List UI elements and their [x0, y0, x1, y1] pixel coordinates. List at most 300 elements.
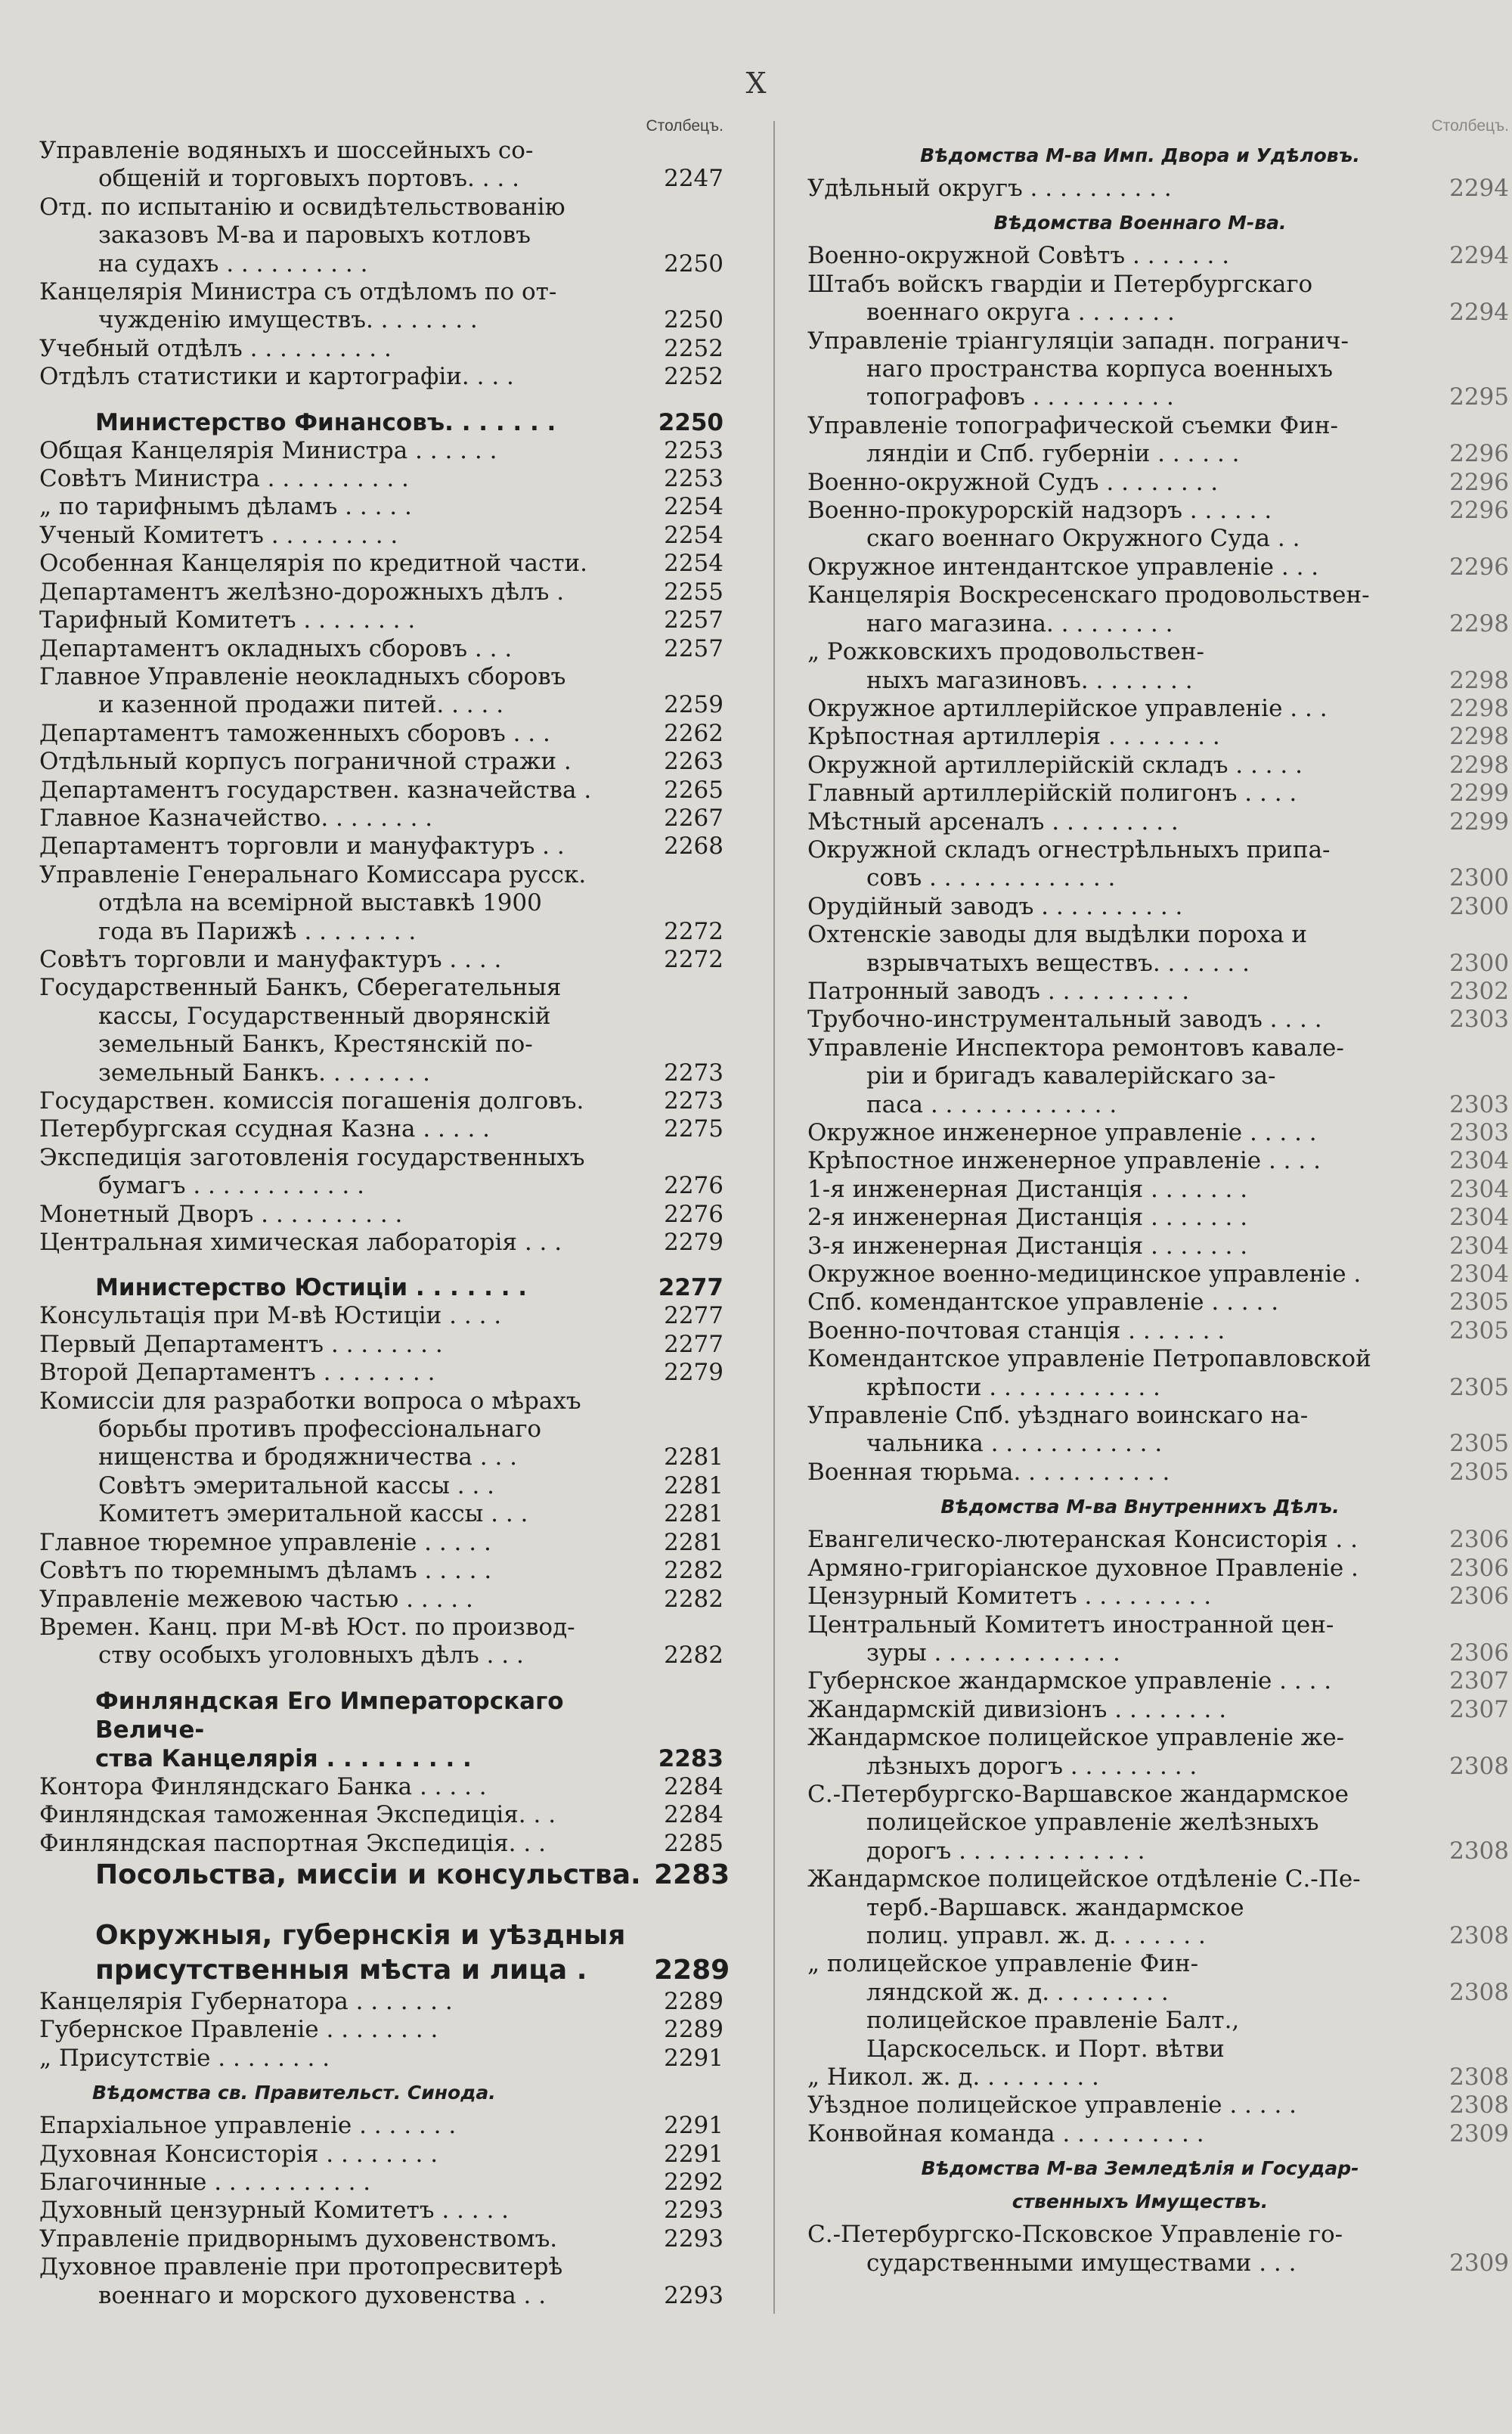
column-number: 2304: [1449, 1204, 1509, 1232]
index-entry: [39, 2197, 723, 2225]
index-entry: [39, 1557, 723, 1585]
entry-title: Министерство Юстиціи . . . . . . .: [95, 1274, 528, 1302]
column-number: 2300: [1449, 949, 1509, 977]
index-entry: [807, 1034, 1488, 1062]
entry-title: Окружное военно-медицинское управленіе .: [807, 1260, 1362, 1288]
section-heading: ственныхъ Имуществъ.: [1012, 2191, 1269, 2213]
column-number: 2293: [664, 2281, 723, 2309]
index-entry: [39, 1229, 723, 1257]
column-number: 2250: [664, 250, 723, 278]
index-entry: [39, 250, 723, 278]
entry-title: военнаго и морского духовенства . .: [98, 2281, 547, 2309]
column-number: 2306: [1449, 1554, 1509, 1582]
entry-title: Центральная химическая лабораторія . . .: [39, 1229, 562, 1257]
entry-title: зуры . . . . . . . . . . . . .: [866, 1639, 1120, 1667]
entry-title: Отдѣлъ статистики и картографіи. . . .: [39, 363, 514, 391]
column-number: 2277: [658, 1274, 723, 1302]
entry-title: чужденію имуществъ. . . . . . . .: [98, 306, 478, 334]
entry-title: земельный Банкъ. . . . . . . .: [98, 1059, 430, 1087]
index-entry: [39, 663, 723, 691]
entry-title: Департаментъ торговли и мануфактуръ . .: [39, 833, 565, 860]
column-number: 2307: [1449, 1667, 1509, 1695]
entry-title: наго пространства корпуса военныхъ: [866, 355, 1334, 383]
column-number: 2291: [664, 2044, 723, 2072]
entry-title: Департаментъ желѣзно-дорожныхъ дѣлъ .: [39, 578, 565, 606]
index-entry: [807, 1667, 1509, 1695]
entry-title: Управленіе тріангуляціи западн. погранич-: [807, 327, 1349, 355]
entry-title: года въ Парижѣ . . . . . . . .: [98, 917, 417, 945]
entry-title: Управленіе Спб. уѣзднаго воинскаго на-: [807, 1402, 1309, 1430]
entry-title: Военно-почтовая станція . . . . . . .: [807, 1316, 1225, 1344]
entry-title: Окружное интендантское управленіе . . .: [807, 553, 1319, 581]
heading-entry: [39, 1687, 723, 1744]
index-entry: [39, 1359, 723, 1387]
entry-title: Канцелярія Губернатора . . . . . . .: [39, 1987, 453, 2015]
entry-title: Центральный Комитетъ иностранной цен-: [807, 1611, 1334, 1639]
section-heading: Вѣдомства св. Правительст. Синода.: [92, 2082, 496, 2104]
entry-title: Управленіе Генеральнаго Комиссара русск.: [39, 860, 587, 888]
column-number: 2308: [1449, 2091, 1509, 2119]
index-entry: [39, 2225, 723, 2253]
index-entry: [39, 1443, 723, 1471]
index-entry: [39, 2169, 723, 2197]
entry-title: „ Присутствіе . . . . . . . .: [39, 2044, 330, 2072]
column-number: 2265: [664, 776, 723, 804]
entry-title: Отдѣльный корпусъ пограничной стражи .: [39, 748, 572, 776]
spacer: [39, 1893, 723, 1918]
column-number: 2284: [664, 1772, 723, 1800]
entry-title: Военно-прокурорскій надзоръ . . . . . .: [807, 497, 1272, 525]
index-entry: [807, 327, 1488, 355]
entry-title: полицейское правленіе Балт.,: [866, 2007, 1240, 2035]
column-number: 2257: [664, 606, 723, 634]
entry-title: Посольства, миссіи и консульства.: [95, 1859, 641, 1890]
column-number: 2295: [1449, 383, 1509, 411]
index-entry: [39, 1388, 723, 1415]
entry-title: „ по тарифнымъ дѣламъ . . . . .: [39, 493, 412, 521]
entry-title: Канцелярія Министра съ отдѣломъ по от-: [39, 278, 557, 306]
entry-title: Ученый Комитетъ . . . . . . . . .: [39, 521, 398, 549]
entry-title: Спб. комендантское управленіе . . . . .: [807, 1288, 1279, 1316]
entry-title: ству особыхъ уголовныхъ дѣлъ . . .: [98, 1642, 524, 1670]
entry-title: 1-я инженерная Дистанція . . . . . . .: [807, 1175, 1248, 1203]
index-entry: [807, 1458, 1509, 1487]
entry-title: С.-Петербургско-Псковское Управленіе го-: [807, 2221, 1343, 2249]
index-entry: [39, 2253, 723, 2281]
index-entry: [807, 949, 1509, 978]
page-number: X: [745, 67, 767, 100]
heading-entry: [39, 1744, 723, 1773]
column-header-label: Столбецъ.: [646, 117, 723, 135]
index-entry: [39, 2045, 723, 2073]
index-entry: [39, 1642, 723, 1670]
column-number: 2304: [1449, 1175, 1509, 1203]
column-number: 2259: [664, 691, 723, 719]
column-number: 2253: [664, 436, 723, 464]
column-number: 2308: [1449, 1752, 1509, 1780]
index-entry: [807, 1781, 1488, 1809]
column-number: 2296: [1449, 468, 1509, 496]
entry-title: „ полицейское управленіе Фин-: [807, 1950, 1199, 1978]
index-entry: [807, 271, 1488, 299]
index-entry: [807, 921, 1488, 949]
column-number: 2293: [664, 2197, 723, 2225]
index-entry: [39, 720, 723, 748]
entry-title: Отд. по испытанію и освидѣтельствованію: [39, 193, 565, 221]
index-entry: [807, 2036, 1488, 2063]
index-entry: [807, 2063, 1509, 2091]
index-entry: [807, 1402, 1488, 1430]
index-entry: [807, 2221, 1488, 2249]
entry-title: земельный Банкъ, Крестянскій по-: [98, 1031, 533, 1059]
entry-title: Общая Канцелярія Министра . . . . . .: [39, 436, 497, 464]
entry-title: Петербургская ссудная Казна . . . . .: [39, 1115, 491, 1143]
entry-title: Окружное артиллерійское управленіе . . .: [807, 694, 1328, 722]
heading-entry: [39, 408, 723, 437]
column-number: 2284: [664, 1801, 723, 1829]
index-entry: [807, 1006, 1509, 1034]
index-entry: [39, 465, 723, 493]
index-entry: [807, 609, 1509, 638]
index-entry: [39, 1614, 723, 1642]
index-entry: [807, 780, 1509, 808]
column-number: 2294: [1449, 242, 1509, 270]
index-entry: [807, 1119, 1509, 1147]
entry-title: военнаго округа . . . . . . .: [866, 299, 1175, 327]
entry-title: Военная тюрьма. . . . . . . . . . .: [807, 1458, 1170, 1486]
column-number: 2275: [664, 1115, 723, 1143]
entry-title: Экспедиція заготовленія государственныхъ: [39, 1143, 585, 1171]
entry-title: Цензурный Комитетъ . . . . . . . . .: [807, 1583, 1212, 1611]
index-entry: [39, 137, 723, 165]
index-entry: [39, 805, 723, 833]
entry-title: Патронный заводъ . . . . . . . . . .: [807, 977, 1190, 1005]
right-column: [807, 117, 1509, 2277]
index-entry: [39, 1830, 723, 1858]
entry-title: дорогъ . . . . . . . . . . . . .: [866, 1837, 1145, 1865]
column-number: 2279: [664, 1229, 723, 1257]
index-entry: [807, 1611, 1488, 1639]
index-entry: [807, 242, 1509, 270]
entry-title: полиц. управл. ж. д. . . . . . .: [866, 1921, 1206, 1949]
index-entry: [807, 1809, 1488, 1837]
index-entry: [39, 1144, 723, 1172]
entry-title: совъ . . . . . . . . . . . . .: [866, 864, 1116, 892]
column-number: 2281: [664, 1528, 723, 1556]
index-entry: [807, 892, 1509, 921]
index-entry: [39, 306, 723, 334]
index-entry: [807, 299, 1509, 327]
index-entry: [39, 691, 723, 719]
entry-title: Штабъ войскъ гвардіи и Петербургскаго: [807, 270, 1313, 298]
column-number: 2291: [664, 2112, 723, 2140]
entry-title: лѣзныхъ дорогъ . . . . . . . . .: [866, 1752, 1198, 1780]
entry-title: Финляндская паспортная Экспедиція. . .: [39, 1829, 546, 1857]
index-entry: [807, 1430, 1509, 1458]
entry-title: Совѣтъ торговли и мануфактуръ . . . .: [39, 945, 502, 973]
column-number: 2272: [664, 945, 723, 973]
index-entry: [807, 723, 1509, 751]
index-entry: [39, 1586, 723, 1614]
entry-title: Консультація при М-вѣ Юстиціи . . . .: [39, 1302, 502, 1330]
entry-title: Удѣльный округъ . . . . . . . . . .: [807, 175, 1172, 202]
entry-title: Управленіе Инспектора ремонтовъ кавале-: [807, 1034, 1344, 1062]
index-entry: [807, 1639, 1509, 1667]
entry-title: Особенная Канцелярія по кредитной части.: [39, 550, 587, 578]
index-entry: [39, 578, 723, 606]
column-number: 2302: [1449, 977, 1509, 1005]
index-entry: [807, 175, 1509, 203]
entry-title: крѣпости . . . . . . . . . . . .: [866, 1373, 1160, 1401]
entry-title: Окружныя, губернскія и уѣздныя: [95, 1919, 626, 1951]
column-number: 2296: [1449, 440, 1509, 468]
index-entry: [807, 1837, 1509, 1865]
entry-title: Крѣпостное инженерное управленіе . . . .: [807, 1147, 1321, 1175]
entry-title: Государственный Банкъ, Сберегательныя: [39, 974, 562, 1002]
index-entry: [807, 1260, 1509, 1288]
entry-title: общеній и торговыхъ портовъ. . . .: [98, 165, 519, 193]
entry-title: 3-я инженерная Дистанція . . . . . . .: [807, 1232, 1248, 1260]
column-number: 2299: [1449, 808, 1509, 836]
column-number: 2306: [1449, 1583, 1509, 1611]
entry-title: Департаментъ государствен. казначейства .: [39, 776, 592, 804]
entry-title: сударственными имуществами . . .: [866, 2249, 1297, 2277]
index-entry: [39, 194, 723, 222]
column-number: 2299: [1449, 780, 1509, 808]
column-number: 2285: [664, 1829, 723, 1857]
index-entry: [807, 553, 1509, 581]
entry-title: Благочинные . . . . . . . . . . .: [39, 2168, 371, 2196]
index-entry: [807, 1752, 1509, 1781]
spacer: [39, 392, 723, 408]
entry-title: Военно-окружной Совѣтъ . . . . . . .: [807, 242, 1230, 270]
column-number: 2305: [1449, 1316, 1509, 1344]
column-number: 2298: [1449, 666, 1509, 694]
column-number: 2257: [664, 634, 723, 662]
index-entry: [807, 355, 1488, 383]
index-entry: [39, 522, 723, 550]
index-entry: [39, 861, 723, 889]
entry-title: Главное Управленіе неокладныхъ сборовъ: [39, 662, 566, 690]
entry-title: борьбы противъ профессіональнаго: [98, 1415, 542, 1443]
index-entry: [39, 2282, 723, 2310]
entry-title: Государствен. комиссія погашенія долговъ.: [39, 1087, 584, 1115]
entry-title: „ Рожковскихъ продовольствен-: [807, 638, 1204, 666]
index-entry: [39, 222, 723, 250]
index-entry: [39, 1331, 723, 1359]
column-number: 2291: [664, 2140, 723, 2168]
entry-title: С.-Петербургско-Варшавское жандармское: [807, 1780, 1349, 1808]
index-entry: [39, 1988, 723, 2016]
entry-title: заказовъ М-ва и паровыхъ котловъ: [98, 222, 531, 250]
left-entry-list: [39, 137, 730, 2310]
column-number: 2294: [1449, 299, 1509, 327]
index-entry: [807, 1865, 1488, 1893]
index-entry: [39, 363, 723, 391]
column-number: 2282: [664, 1557, 723, 1585]
entry-title: Первый Департаментъ . . . . . . . .: [39, 1330, 443, 1358]
column-number: 2254: [664, 550, 723, 578]
section-heading: Вѣдомства М-ва Внутреннихъ Дѣлъ.: [940, 1496, 1340, 1518]
entry-title: наго магазина. . . . . . . . .: [866, 609, 1173, 637]
column-number: 2304: [1449, 1147, 1509, 1175]
index-entry: [39, 777, 723, 805]
index-entry: [39, 1472, 723, 1500]
index-entry: [39, 550, 723, 578]
column-number: 2303: [1449, 1119, 1509, 1146]
entry-title: кассы, Государственный дворянскій: [98, 1002, 551, 1030]
column-number: 2276: [664, 1200, 723, 1228]
index-entry: [807, 1526, 1509, 1554]
column-number: 2292: [664, 2168, 723, 2196]
index-entry: [807, 468, 1509, 497]
entry-title: Трубочно-инструментальный заводъ . . . .: [807, 1006, 1322, 1034]
entry-title: Совѣтъ по тюремнымъ дѣламъ . . . . .: [39, 1557, 492, 1585]
entry-title: Уѣздное полицейское управленіе . . . . .: [807, 2091, 1297, 2119]
index-entry: [39, 437, 723, 465]
column-header-label: Столбецъ.: [1431, 117, 1509, 135]
entry-title: ныхъ магазиновъ. . . . . . . .: [866, 666, 1193, 694]
entry-title: Окружное инженерное управленіе . . . . .: [807, 1119, 1317, 1146]
index-entry: [39, 1415, 723, 1443]
entry-title: Крѣпостная артиллерія . . . . . . . .: [807, 723, 1220, 751]
index-entry: [807, 1724, 1488, 1752]
index-entry: [807, 2091, 1509, 2119]
entry-title: Духовный цензурный Комитетъ . . . . .: [39, 2197, 510, 2225]
index-entry: [807, 1090, 1509, 1119]
column-number: 2300: [1449, 864, 1509, 892]
section-heading: Вѣдомства Военнаго М-ва.: [993, 212, 1287, 234]
index-entry: [39, 974, 723, 1002]
entry-title: терб.-Варшавск. жандармское: [866, 1893, 1244, 1921]
column-number: 2281: [664, 1443, 723, 1471]
entry-title: Царскосельск. и Порт. вѣтви: [866, 2035, 1225, 2063]
entry-title: ства Канцелярія . . . . . . . . .: [95, 1744, 472, 1772]
index-entry: [807, 2007, 1488, 2035]
column-number: 2282: [664, 1642, 723, 1670]
column-number: 2309: [1449, 2119, 1509, 2147]
index-entry: [39, 1003, 723, 1031]
index-entry: [39, 1087, 723, 1115]
entry-title: Управленіе межевою частью . . . . .: [39, 1585, 473, 1613]
heading-entry: [39, 1273, 723, 1302]
entry-title: Контора Финляндскаго Банка . . . . .: [39, 1772, 487, 1800]
entry-title: Армяно-григоріанское духовное Правленіе .: [807, 1554, 1359, 1582]
index-entry: [807, 1288, 1509, 1316]
column-number: 2254: [664, 521, 723, 549]
index-entry: [807, 440, 1509, 468]
index-entry: [807, 1554, 1509, 1583]
index-entry: [39, 1773, 723, 1801]
index-entry: [39, 748, 723, 776]
left-column: [39, 117, 730, 2310]
index-entry: [807, 1921, 1509, 1950]
entry-title: Главное Казначейство. . . . . . . .: [39, 804, 433, 832]
column-number: 2252: [664, 334, 723, 362]
index-entry: [807, 383, 1509, 411]
column-number: 2296: [1449, 497, 1509, 525]
column-number: 2305: [1449, 1373, 1509, 1401]
spacer: [39, 1257, 723, 1273]
entry-title: бумагъ . . . . . . . . . . . .: [98, 1172, 364, 1200]
index-entry: [807, 1204, 1509, 1232]
index-entry: [807, 581, 1488, 609]
entry-title: Совѣтъ Министра . . . . . . . . . .: [39, 465, 409, 493]
entry-title: Мѣстный арсеналъ . . . . . . . . .: [807, 808, 1179, 836]
column-number: 2303: [1449, 1006, 1509, 1034]
entry-title: Главный артиллерійскій полигонъ . . . .: [807, 780, 1297, 808]
column-number: 2283: [658, 1744, 723, 1772]
column-number: 2277: [664, 1330, 723, 1358]
entry-title: Губернское Правленіе . . . . . . . .: [39, 2016, 438, 2044]
column-number: 2277: [664, 1302, 723, 1330]
index-entry: [807, 1950, 1488, 1978]
index-entry: [39, 2141, 723, 2169]
entry-title: Учебный отдѣлъ . . . . . . . . . .: [39, 334, 392, 362]
entry-title: Окружной артиллерійскій складъ . . . . .: [807, 751, 1303, 779]
index-entry: [39, 2016, 723, 2044]
index-entry: [807, 638, 1488, 666]
index-entry: [807, 864, 1509, 892]
entry-title: Жандармское полицейское управленіе же-: [807, 1724, 1345, 1752]
index-entry: [39, 606, 723, 634]
entry-title: полицейское управленіе желѣзныхъ: [866, 1809, 1319, 1837]
column-number: 2252: [664, 363, 723, 391]
index-entry: [39, 493, 723, 521]
index-entry: [807, 1373, 1509, 1402]
entry-title: Духовное правленіе при протопресвитерѣ: [39, 2253, 563, 2281]
column-number: 2254: [664, 493, 723, 521]
column-number: 2289: [664, 2016, 723, 2044]
column-number: 2306: [1449, 1639, 1509, 1667]
entry-title: ляндіи и Спб. губерніи . . . . . .: [866, 440, 1240, 468]
entry-title: Времен. Канц. при М-вѣ Юст. по производ-: [39, 1613, 575, 1641]
entry-title: ріи и бригадъ кавалерійскаго за-: [866, 1062, 1276, 1090]
entry-title: Второй Департаментъ . . . . . . . .: [39, 1359, 435, 1387]
index-entry: [39, 833, 723, 860]
column-divider: [773, 121, 775, 2314]
index-entry: [807, 1978, 1509, 2007]
index-entry: [807, 412, 1488, 440]
index-entry: [807, 1345, 1488, 1373]
index-entry: [39, 1172, 723, 1200]
entry-title: чальника . . . . . . . . . . . .: [866, 1430, 1163, 1458]
column-number: 2250: [658, 408, 723, 436]
column-number: 2250: [664, 306, 723, 334]
column-number: 2293: [664, 2225, 723, 2253]
entry-title: и казенной продажи питей. . . . .: [98, 691, 504, 719]
entry-title: скаго военнаго Окружного Суда . .: [866, 525, 1300, 553]
entry-title: Управленіе топографической съемки Фин-: [807, 411, 1339, 439]
entry-title: взрывчатыхъ веществъ. . . . . . .: [866, 949, 1250, 977]
column-number: 2296: [1449, 553, 1509, 581]
index-entry: [807, 1062, 1488, 1090]
column-number: 2303: [1449, 1090, 1509, 1118]
entry-title: Евангелическо-лютеранская Консисторія . .: [807, 1526, 1358, 1554]
index-entry: [807, 1894, 1488, 1922]
entry-title: Орудійный заводъ . . . . . . . . . .: [807, 892, 1183, 920]
index-entry: [807, 1232, 1509, 1260]
index-entry: [39, 1059, 723, 1087]
column-number: 2263: [664, 748, 723, 776]
index-entry: [39, 165, 723, 193]
entry-title: ляндской ж. д. . . . . . . . .: [866, 1978, 1169, 2006]
entry-title: Управленіе водяныхъ и шоссейныхъ со-: [39, 137, 534, 164]
index-entry: [39, 2112, 723, 2140]
section-heading: Вѣдомства М-ва Имп. Двора и Удѣловъ.: [920, 144, 1360, 166]
column-number: 2305: [1449, 1458, 1509, 1486]
entry-title: Губернское жандармское управленіе . . . .: [807, 1667, 1332, 1695]
